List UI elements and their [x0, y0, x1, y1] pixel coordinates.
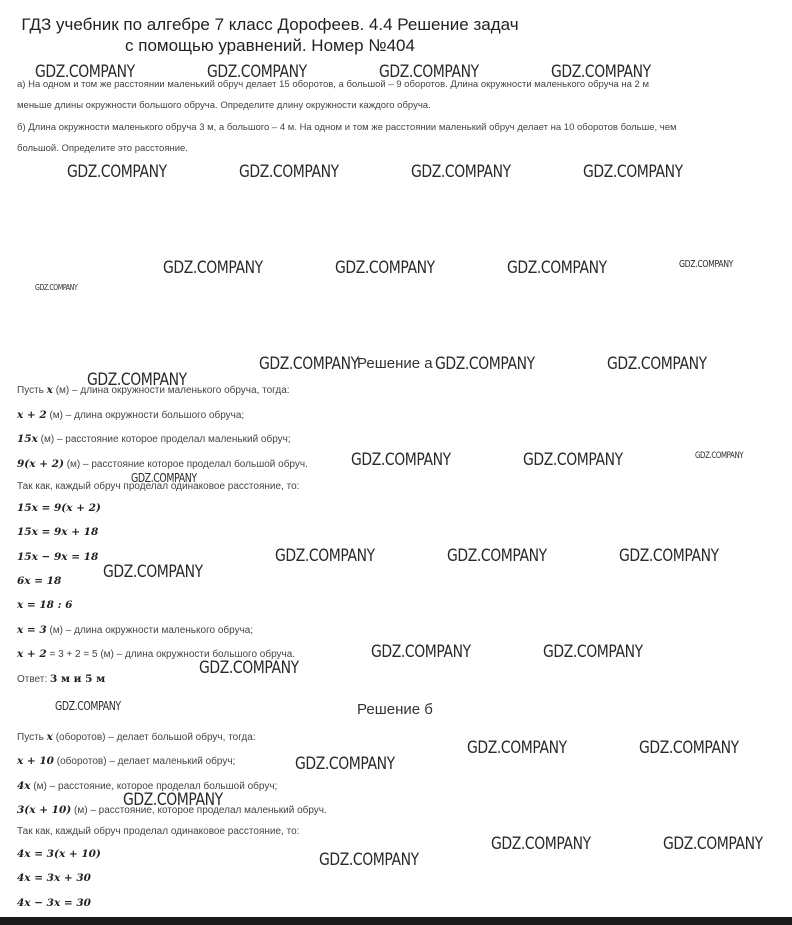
page-title-line2: с помощью уравнений. Номер №404	[125, 36, 415, 55]
watermark: GDZ.COMPANY	[163, 258, 263, 278]
watermark: GDZ.COMPANY	[467, 738, 567, 758]
watermark: GDZ.COMPANY	[55, 699, 121, 713]
watermark: GDZ.COMPANY	[679, 259, 734, 270]
task-b-line1: б) Длина окружности маленького обруча 3 м, а большого – 4 м. На одном и том же расстоянии маленький обруч делает на 10 оборотов больше, чем	[17, 122, 677, 133]
sol-b-eq1: 4x = 3(x + 10)	[17, 848, 101, 860]
watermark: GDZ.COMPANY	[507, 258, 607, 278]
task-a-line2: меньше длины окружности большого обруча. Определите длину окружности каждого обруча.	[17, 100, 431, 111]
solution-a-heading: Решение а	[357, 355, 433, 372]
watermark: GDZ.COMPANY	[607, 354, 707, 374]
page-title-line1: ГДЗ учебник по алгебре 7 класс Дорофеев. 4.4 Решение задач	[21, 15, 519, 34]
watermark: GDZ.COMPANY	[639, 738, 739, 758]
sol-a-eq3: 15x − 9x = 18	[17, 551, 99, 563]
watermark: GDZ.COMPANY	[123, 790, 223, 810]
watermark: GDZ.COMPANY	[619, 546, 719, 566]
sol-a-line4: 9(x + 2) (м) – расстояние которое проделал большой обруч.	[17, 458, 308, 470]
watermark: GDZ.COMPANY	[275, 546, 375, 566]
watermark: GDZ.COMPANY	[259, 354, 359, 374]
watermark: GDZ.COMPANY	[335, 258, 435, 278]
watermark: GDZ.COMPANY	[371, 642, 471, 662]
sol-a-line3: 15x (м) – расстояние которое проделал маленький обруч;	[17, 433, 291, 445]
sol-a-line2: x + 2 (м) – длина окружности большого обруча;	[17, 409, 245, 421]
watermark: GDZ.COMPANY	[435, 354, 535, 374]
watermark: GDZ.COMPANY	[695, 451, 744, 461]
sol-a-line5: Так как, каждый обруч проделал одинаковое расстояние, то:	[17, 481, 300, 492]
task-a-line1: а) На одном и том же расстоянии маленький обруч делает 15 оборотов, а большой – 9 оборотов. Длина окружности маленького обруча на 2 м	[17, 79, 649, 90]
watermark: GDZ.COMPANY	[239, 162, 339, 182]
sol-a-eq1: 15x = 9(x + 2)	[17, 502, 101, 514]
watermark: GDZ.COMPANY	[551, 62, 651, 82]
watermark: GDZ.COMPANY	[207, 62, 307, 82]
watermark: GDZ.COMPANY	[295, 754, 395, 774]
solution-b-heading: Решение б	[357, 701, 433, 718]
watermark: GDZ.COMPANY	[103, 562, 203, 582]
watermark: GDZ.COMPANY	[543, 642, 643, 662]
sol-b-line5: Так как, каждый обруч проделал одинаковое расстояние, то:	[17, 826, 300, 837]
watermark: GDZ.COMPANY	[199, 658, 299, 678]
sol-a-answer: Ответ: 3 м и 5 м	[17, 673, 106, 685]
watermark: GDZ.COMPANY	[583, 162, 683, 182]
sol-b-line2: x + 10 (оборотов) – делает маленький обруч;	[17, 755, 236, 767]
watermark: GDZ.COMPANY	[131, 471, 197, 485]
watermark: GDZ.COMPANY	[35, 283, 78, 292]
watermark: GDZ.COMPANY	[35, 62, 135, 82]
sol-b-eq2: 4x = 3x + 30	[17, 872, 91, 884]
sol-b-line4: 3(x + 10) (м) – расстояние, которое проделал маленький обруч.	[17, 804, 327, 816]
page-title	[0, 14, 540, 56]
watermark: GDZ.COMPANY	[67, 162, 167, 182]
sol-b-line3: 4x (м) – расстояние, которое проделал большой обруч;	[17, 780, 278, 792]
watermark: GDZ.COMPANY	[523, 450, 623, 470]
watermark: GDZ.COMPANY	[319, 850, 419, 870]
sol-a-result1: x = 3 (м) – длина окружности маленького обруча;	[17, 624, 254, 636]
watermark: GDZ.COMPANY	[379, 62, 479, 82]
watermark: GDZ.COMPANY	[663, 834, 763, 854]
sol-b-eq3: 4x − 3x = 30	[17, 897, 91, 909]
sol-a-eq5: x = 18 : 6	[17, 599, 73, 611]
task-b-line2: большой. Определите это расстояние.	[17, 143, 188, 154]
sol-a-result2: x + 2 = 3 + 2 = 5 (м) – длина окружности большого обруча.	[17, 648, 296, 660]
watermark: GDZ.COMPANY	[87, 370, 187, 390]
bottom-bar	[0, 917, 792, 925]
sol-a-line1: Пусть x (м) – длина окружности маленького обруча, тогда:	[17, 384, 290, 396]
watermark: GDZ.COMPANY	[491, 834, 591, 854]
watermark: GDZ.COMPANY	[447, 546, 547, 566]
sol-a-eq4: 6x = 18	[17, 575, 62, 587]
sol-b-line1: Пусть x (оборотов) – делает большой обруч, тогда:	[17, 731, 256, 743]
sol-a-eq2: 15x = 9x + 18	[17, 526, 99, 538]
watermark: GDZ.COMPANY	[351, 450, 451, 470]
watermark: GDZ.COMPANY	[411, 162, 511, 182]
